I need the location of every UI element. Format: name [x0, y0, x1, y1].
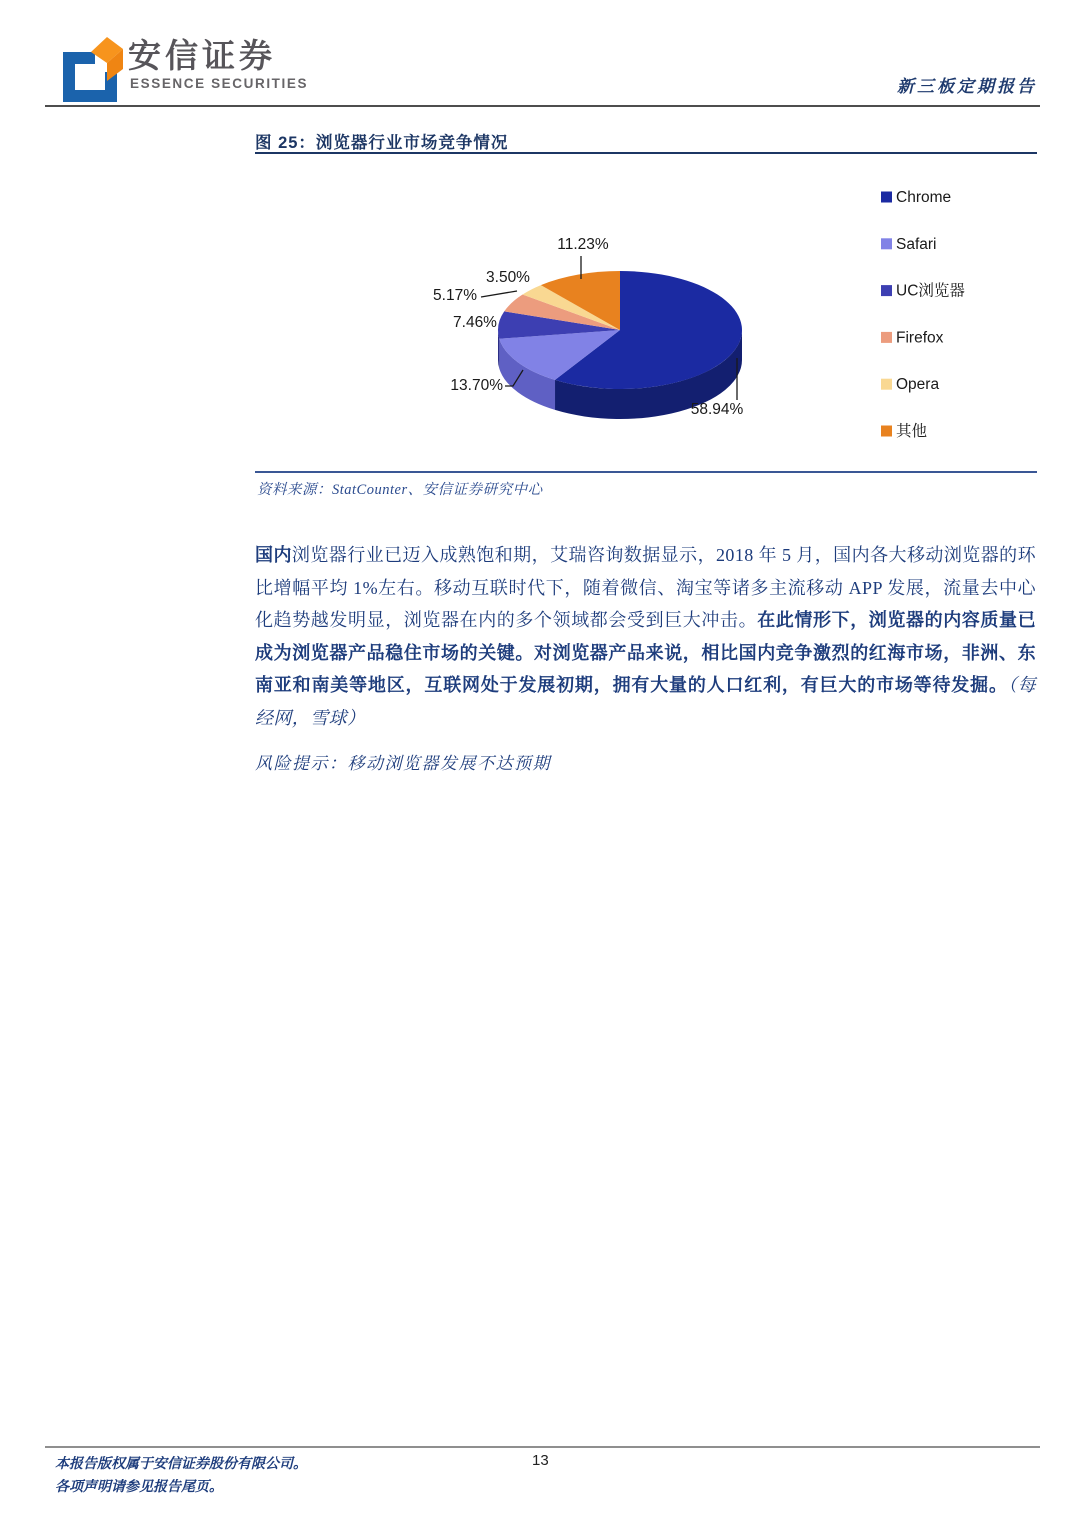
- pie-label-其他: 11.23%: [557, 236, 609, 253]
- legend-swatch-Safari: [881, 238, 892, 249]
- company-logo-icon: [55, 28, 127, 104]
- legend-swatch-Opera: [881, 379, 892, 390]
- legend-label-Chrome: Chrome: [896, 189, 952, 206]
- page-number: 13: [532, 1452, 549, 1469]
- report-type-label: 新三板定期报告: [897, 77, 1037, 96]
- brand-subtitle: ESSENCE SECURITIES: [130, 76, 309, 91]
- pie-label-Chrome: 58.94%: [690, 401, 744, 418]
- pie-label-Safari: 13.70%: [450, 377, 503, 394]
- paragraph-segment: 国内: [255, 545, 292, 565]
- footer-divider: [45, 1446, 1040, 1448]
- legend-label-Firefox: Firefox: [896, 329, 944, 347]
- risk-note: 风险提示：移动浏览器发展不达预期: [255, 754, 551, 773]
- pie-label-Firefox: 5.17%: [433, 287, 477, 304]
- browser-market-pie-chart: [255, 158, 1037, 472]
- paragraph-segment: 在此情形下，浏览器的内容质量已成为浏览器产品稳住市场的关键。对浏览器产品来说，相比国内竞争激烈的红海市场，非洲、东南亚和南美等地区，互联网处于发展初期，拥有大量的人口红利，有巨大的市场等待发掘。: [255, 610, 1036, 696]
- paragraph-segment: （每经网，雪球）: [255, 675, 1036, 728]
- legend-label-Opera: Opera: [896, 376, 940, 394]
- figure-title-divider: [255, 152, 1037, 154]
- legend-label-UC浏览器: UC浏览器: [896, 282, 965, 300]
- legend-swatch-Firefox: [881, 332, 892, 343]
- pie-label-Opera: 3.50%: [486, 269, 530, 286]
- legend-label-其他: 其他: [896, 423, 928, 440]
- legend-swatch-其他: [881, 426, 892, 437]
- legend-swatch-Chrome: [881, 192, 892, 203]
- body-paragraph: [255, 539, 1036, 735]
- legend-label-Safari: Safari: [896, 235, 937, 253]
- paragraph-segment: 浏览器行业已迈入成熟饱和期，艾瑞咨询数据显示，2018 年 5 月，国内各大移动浏览器的环比增幅平均 1%左右。移动互联时代下，随着微信、淘宝等诸多主流移动 APP 发展，流量去中心化趋势越发明显，浏览器在内的多个领域都会受到巨大冲击。: [255, 545, 1036, 631]
- pie-label-leader-Firefox: [481, 291, 517, 297]
- footer-copyright-line1: 本报告版权属于安信证券股份有限公司。: [55, 1457, 307, 1472]
- chart-source: 资料来源：StatCounter、安信证券研究中心: [257, 482, 543, 498]
- brand-name: 安信证券: [128, 37, 276, 74]
- header-divider: [45, 105, 1040, 107]
- pie-label-UC浏览器: 7.46%: [453, 314, 497, 331]
- figure-title: 图 25：浏览器行业市场竞争情况: [255, 134, 509, 152]
- footer-copyright-line2: 各项声明请参见报告尾页。: [55, 1480, 223, 1495]
- legend-swatch-UC浏览器: [881, 285, 892, 296]
- figure-bottom-divider: [255, 471, 1037, 473]
